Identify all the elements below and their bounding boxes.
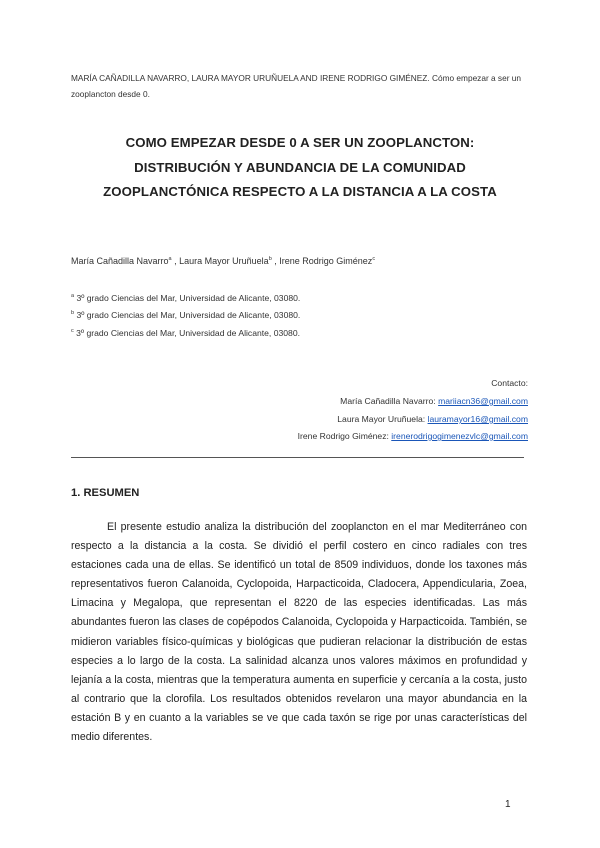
title-line-1: COMO EMPEZAR DESDE 0 A SER UN ZOOPLANCTON:: [125, 135, 475, 150]
running-head: MARÍA CAÑADILLA NAVARRO, LAURA MAYOR URUÑUELA AND IRENE RODRIGO GIMÉNEZ. Cómo empezar a ser un zooplancton desde 0.: [71, 73, 521, 99]
author-name: Irene Rodrigo Giménez: [279, 256, 373, 266]
author-separator: ,: [171, 256, 180, 266]
affiliation-text: 3º grado Ciencias del Mar, Universidad de Alicante, 03080.: [76, 293, 301, 303]
horizontal-divider: [71, 457, 524, 458]
author-separator: ,: [271, 256, 280, 266]
affiliation-text: 3º grado Ciencias del Mar, Universidad de Alicante, 03080.: [76, 310, 301, 320]
affiliation-sup: a: [71, 293, 75, 299]
title-line-3: ZOOPLANCTÓNICA RESPECTO A LA DISTANCIA A LA COSTA: [103, 184, 497, 199]
affiliation: [71, 328, 300, 338]
contact-entry: [337, 414, 528, 424]
title-line-2: DISTRIBUCIÓN Y ABUNDANCIA DE LA COMUNIDAD: [134, 159, 466, 175]
affiliation-sup: c: [71, 328, 74, 334]
author-name: María Cañadilla Navarro: [71, 256, 169, 266]
affiliation: [71, 293, 300, 303]
paper-title: [60, 131, 540, 205]
affiliation-sup: b: [71, 310, 75, 316]
contact-name: Irene Rodrigo Giménez:: [297, 431, 389, 441]
author-sup: b: [268, 256, 272, 262]
contact-email-link[interactable]: irenerodrigogimenezvlc@gmail.com: [391, 431, 528, 441]
author-sup: a: [168, 256, 172, 262]
contact-email-link[interactable]: mariiacn36@gmail.com: [438, 396, 528, 406]
contact-name: María Cañadilla Navarro:: [340, 396, 436, 406]
contact-name: Laura Mayor Uruñuela:: [337, 414, 426, 424]
contact-email-link[interactable]: lauramayor16@gmail.com: [427, 414, 528, 424]
abstract-paragraph: El presente estudio analiza la distribución del zooplancton en el mar Mediterráneo con respecto a la distancia a la costa. Se dividió el perfil costero en cinco radiales con tres estaciones cada una de ellas. Se identificó un total de 8509 individuos, donde los taxones más representativos fueron Calanoida, Cyclopoida, Harpacticoida, Cladocera, Appendicularia, Zoea, Limacina y Megalopa, que representan el 8220 de las especies identificadas. Las más abundantes fueron las clases de copépodos Calanoida, Cyclopoida y Harpacticoida. También, se midieron variables físico-químicas y biológicas que pudieran relacionar la distribución de estas especies a lo largo de la costa. La salinidad alcanza unos valores máximos en profundidad y lejanía a la costa, mientras que la temperatura aumenta en superficie y cercanía a la costa, justo al contrario que la clorofila. Los resultados obtenidos revelaron una mayor abundancia en la estación B y en cuanto a la variables se ve que cada taxón se rige por unas características del medio diferentes.: [71, 521, 527, 744]
page-number: 1: [505, 799, 511, 810]
affiliation: [71, 310, 300, 320]
contact-heading: Contacto:: [491, 378, 528, 388]
author-sup: c: [372, 256, 376, 262]
affiliation-text: 3º grado Ciencias del Mar, Universidad de Alicante, 03080.: [76, 328, 300, 338]
contact-entry: [340, 396, 528, 406]
contact-entry: [298, 431, 528, 441]
section-heading: 1. RESUMEN: [71, 487, 140, 499]
author-list: [71, 256, 375, 266]
author-name: Laura Mayor Uruñuela: [179, 256, 269, 266]
